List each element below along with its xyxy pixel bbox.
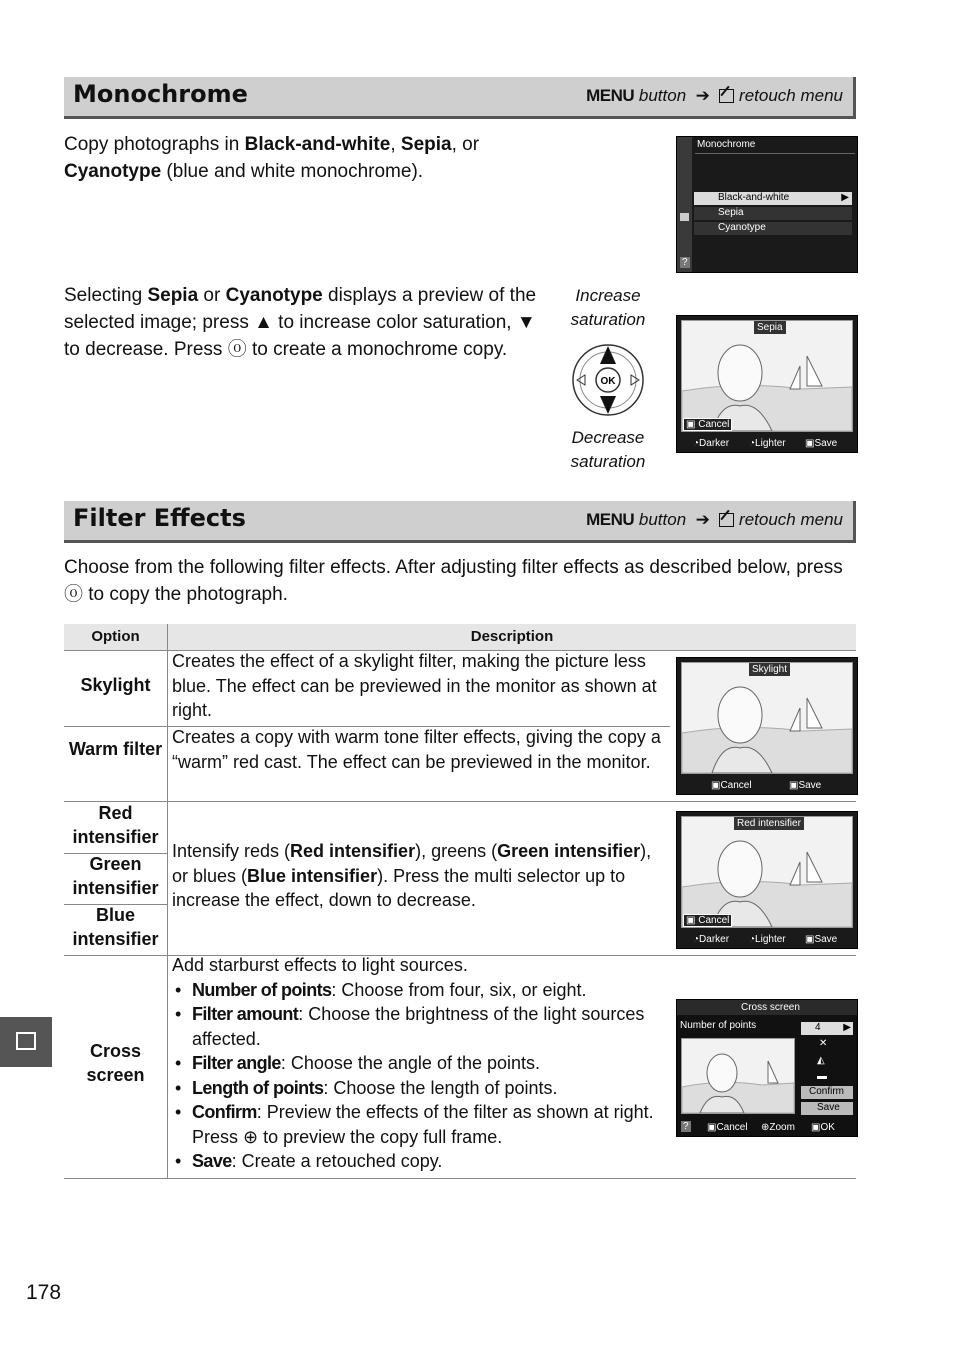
- decrease-saturation-label: Decrease saturation: [570, 428, 646, 471]
- desc-skylight: Creates the effect of a skylight filter, making the picture less blue. The effect can be previewed in the monitor as shown at right.: [172, 651, 657, 720]
- red-intensifier-preview-screen: [676, 811, 858, 949]
- menu-path: MENU button ➔ retouch menu: [586, 86, 843, 105]
- desc-intensifiers: Intensify reds (Red intensifier), greens (Green intensifier), or blues (Blue intensifier). Press the multi selector up to increase the effect, down to decrease.: [172, 841, 652, 910]
- row-label: Number of points: [680, 1020, 757, 1031]
- page-number: 178: [26, 1281, 62, 1304]
- option-skylight: Skylight: [80, 675, 151, 695]
- cancel-control[interactable]: ▣Cancel: [711, 780, 752, 791]
- section-title: Monochrome: [73, 80, 248, 108]
- section-header-monochrome: [64, 77, 856, 119]
- retouch-menu-icon: [719, 513, 734, 527]
- ok-control[interactable]: ▣OK: [811, 1122, 835, 1133]
- preview-photo: [681, 320, 853, 432]
- desc-warm-filter: Creates a copy with warm tone filter effects, giving the copy a “warm” red cast. The effect can be previewed in the monitor.: [172, 727, 661, 772]
- list-item: • Number of points: Choose from four, six, or eight.: [172, 978, 668, 1003]
- menu-tab-strip: [677, 137, 692, 272]
- desc-cross-screen: Add starburst effects to light sources. • Number of points: Choose from four, six, or eight. • Filter amount: Choose the brightness of the light sources affected. • Filter angle: Choose the angle of the points. • Length of points: Choose the length of points. • Confirm: Preview the effects of the filter as shown at right. Press ⊕ to preview the copy full frame. • Save: Create a retouched copy.: [172, 953, 668, 1174]
- cancel-control[interactable]: ▣ Cancel: [683, 914, 732, 927]
- length-of-points-icon[interactable]: ▬: [817, 1071, 827, 1082]
- help-icon: ?: [682, 257, 688, 268]
- help-icon[interactable]: ?: [683, 1121, 689, 1132]
- save-control[interactable]: ▣Save: [805, 934, 838, 945]
- section-title: Filter Effects: [73, 504, 246, 532]
- portrait-illustration: [682, 321, 852, 431]
- monochrome-menu-screen: [676, 136, 858, 273]
- option-blue-intensifier: Blue intensifier: [72, 905, 159, 949]
- cross-screen-options-list: [172, 978, 668, 1174]
- lighter-control[interactable]: ◔Lighter: [749, 438, 786, 449]
- retouch-menu-icon: [16, 1032, 36, 1050]
- list-item: • Filter amount: Choose the brightness of the light sources affected.: [172, 1002, 668, 1051]
- retouch-menu-icon: [719, 89, 734, 103]
- section-header-filter-effects: [64, 501, 856, 543]
- save-control[interactable]: ▣Save: [805, 438, 838, 449]
- confirm-button[interactable]: Confirm: [801, 1086, 853, 1099]
- menu-item-selected[interactable]: Black-and-white ▶: [694, 192, 852, 205]
- list-item: • Filter angle: Choose the angle of the points.: [172, 1051, 668, 1076]
- list-item: • Length of points: Choose the length of points.: [172, 1076, 668, 1101]
- option-warm-filter: Warm filter: [68, 739, 163, 759]
- sepia-preview-screen: [676, 315, 858, 453]
- retouch-tab-icon: [680, 213, 689, 221]
- menu-item[interactable]: Sepia: [694, 207, 852, 220]
- option-green-intensifier: Green intensifier: [72, 854, 159, 898]
- option-cross-screen: Cross screen: [86, 1041, 145, 1085]
- chevron-right-icon: ▶: [841, 192, 849, 203]
- portrait-illustration: [682, 1039, 794, 1113]
- screen-title: Cross screen: [741, 1002, 800, 1013]
- list-item: • Confirm: Preview the effects of the filter as shown at right. Press ⊕ to preview the copy full frame.: [172, 1100, 668, 1149]
- cancel-control[interactable]: ▣Cancel: [707, 1122, 748, 1133]
- ok-button-label: OK: [600, 376, 616, 387]
- save-control[interactable]: ▣Save: [789, 780, 822, 791]
- darker-control[interactable]: ◔Darker: [693, 438, 730, 449]
- menu-path: MENU button ➔ retouch menu: [586, 510, 843, 529]
- filter-amount-icon[interactable]: ✕: [819, 1038, 828, 1049]
- multi-selector-icon: [570, 342, 646, 418]
- arrow-icon: ➔: [695, 86, 710, 105]
- option-red-intensifier: Red intensifier: [72, 803, 159, 847]
- save-button[interactable]: Save: [801, 1102, 853, 1115]
- menu-button-label: MENU: [586, 86, 635, 105]
- chevron-right-icon: ▶: [843, 1022, 851, 1033]
- menu-item[interactable]: Cyanotype: [694, 222, 852, 235]
- darker-control[interactable]: ◔Darker: [693, 934, 730, 945]
- effect-tag: Sepia: [754, 321, 786, 334]
- cancel-control[interactable]: ▣ Cancel: [683, 418, 732, 431]
- increase-saturation-label: Increase saturation: [570, 286, 646, 329]
- filter-angle-icon[interactable]: ◭: [817, 1055, 825, 1066]
- portrait-illustration: [682, 663, 852, 773]
- zoom-control[interactable]: ⊕Zoom: [761, 1122, 795, 1133]
- skylight-preview-screen: [676, 657, 858, 795]
- column-header-description: Description: [168, 624, 856, 651]
- mono-paragraph-1: Copy photographs in Black-and-white, Sepia, or Cyanotype (blue and white monochrome).: [64, 134, 480, 182]
- arrow-icon: ➔: [695, 510, 710, 529]
- points-selector[interactable]: 4 ▶: [801, 1022, 853, 1035]
- mono-paragraph-2: Selecting Sepia or Cyanotype displays a preview of the selected image; press ▲ to increase color saturation, ▼ to decrease. Press ⓞ to create a monochrome copy.: [64, 285, 537, 360]
- retouch-chapter-tab: [0, 1017, 52, 1067]
- lighter-control[interactable]: ◔Lighter: [749, 934, 786, 945]
- filter-intro: Choose from the following filter effects. After adjusting filter effects as described below, press ⓞ to copy the photograph.: [64, 557, 843, 605]
- menu-title: Monochrome: [697, 139, 756, 150]
- column-header-option: Option: [64, 624, 167, 651]
- cross-screen-settings-screen: [676, 999, 858, 1137]
- menu-button-label: MENU: [586, 510, 635, 529]
- effect-tag: Red intensifier: [734, 817, 804, 830]
- list-item: • Save: Create a retouched copy.: [172, 1149, 668, 1174]
- portrait-illustration: [682, 817, 852, 927]
- effect-tag: Skylight: [749, 663, 790, 676]
